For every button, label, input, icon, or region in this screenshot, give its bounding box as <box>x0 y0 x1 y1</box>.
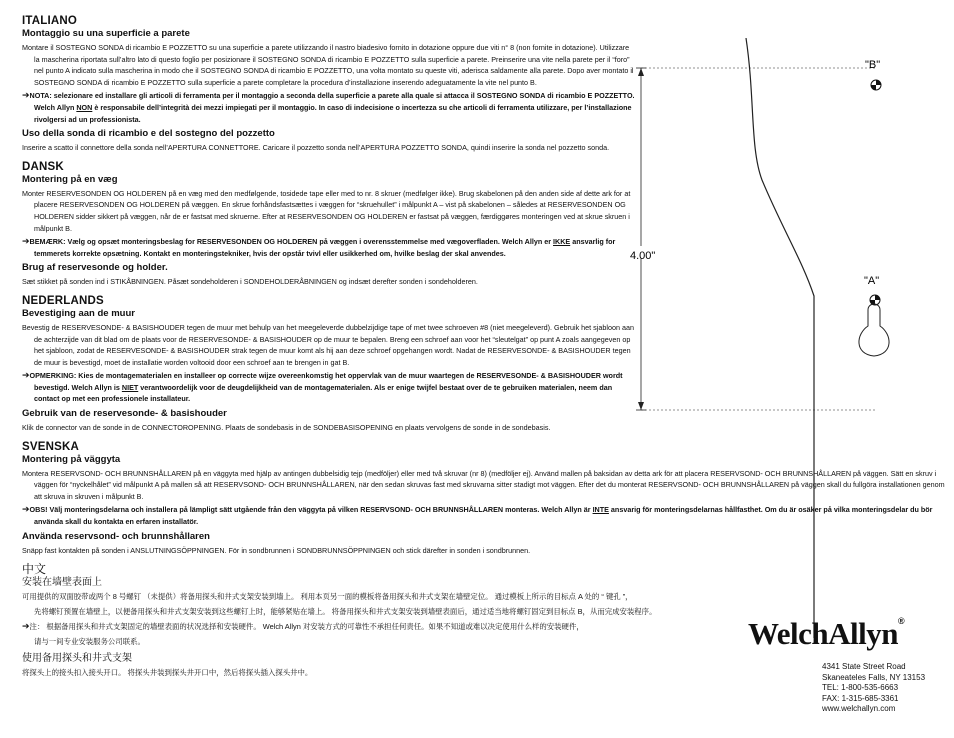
usage-paragraph: 将探头上的接头扣入接头开口。 将探头井装到探头井开口中，然后将探头插入探头井中。 <box>22 668 313 678</box>
mounting-note: ➔OPMERKING: Kies de montagematerialen en installeer op correcte wijze overeenkomstig het oppervlak van de muur waartegen de RESERVESONDE- & BASISHOUDER wordt bevestigd. Welch Allyn is NIET verantwoordelijk voor de deugdelijkheid van de montagematerialen. Als er enige twijfel bestaat over de te gebruiken materialen, neem dan contact op met een professionele installateur. <box>22 370 623 404</box>
address-line: 4341 State Street Road <box>822 662 906 671</box>
usage-paragraph: Klik de connector van de sonde in de CONNECTOROPENING. Plaats de sondebasis in de SONDEBASISOPENING en plaats vervolgens de sonde in de sondebasis. <box>22 423 551 433</box>
arrow-right-icon: ➔ <box>22 90 30 101</box>
subheading-usage: Använda reservsond- och brunnshållaren <box>22 530 210 542</box>
section-heading-dansk: DANSK <box>22 160 64 173</box>
subheading-wall-mounting: Montering på en væg <box>22 173 118 185</box>
arrow-right-icon: ➔ <box>22 236 30 247</box>
usage-paragraph: Snäpp fast kontakten på sonden i ANSLUTNINGSÖPPNINGEN. För in sondbrunnen i SONDBRUNNSÖPPNINGEN och stick därefter in sonden i sondbrunnen. <box>22 545 531 555</box>
subheading-usage: Gebruik van de reservesonde- & basishouder <box>22 408 227 420</box>
mounting-note-continued: 请与一间专业安装服务公司联系。 <box>34 636 145 646</box>
mounting-paragraph: Montare il SOSTEGNO SONDA di ricambio E POZZETTO su una superficie a parete utilizzando il nastro biadesivo fornito in dotazione oppure due viti n° 8 (non fornite in dotazione). Utilizzare la mascherina riportata sull’altro lato di questo foglio per posizionare il SOSTEGNO SONDA di ricambio E POZZETTO sulla superficie a parete. Preinserire una vite nella parete per il “foro” nel punto A indicato sulla mascherina in modo che il SOSTEGNO SONDA di ricambio E POZZETTO, una volta montato su queste viti, aderisca saldamente alla parete. Dopo aver montato il SOSTEGNO SONDA di ricambio E POZZETTO sulla superficie a parete completare la procedura d’installazione inserendo adeguatamente la vite nel punto B. <box>22 43 634 87</box>
dimension-label: 4.00" <box>630 250 656 262</box>
subheading-usage: Brug af reservesonde og holder. <box>22 262 168 274</box>
keyhole-shape <box>859 304 889 356</box>
subheading-usage: 使用备用探头和井式支架 <box>22 653 132 665</box>
mounting-paragraph-continued: 先将螺钉预置在墙壁上，以便备用探头和井式支架安装到这些螺钉上时，能够紧贴在墙上。 将备用探头和井式支架安装到墙壁表面后，通过适当地将螺钉固定到目标点 B，从而完成安装程序。 <box>34 606 657 616</box>
mounting-paragraph: Bevestig de RESERVESONDE- & BASISHOUDER tegen de muur met behulp van het meegeleverde dubbelzijdige tape of met twee schroeven #8 (niet meegeleverd). Gebruik het sjabloon aan de achterzijde van dit blad om de plaats voor de RESERVESONDE- & BASISHOUDER op de muur te bepalen. Breng een schroef aan voor het “sleutelgat” op punt A zoals aangegeven op het sjabloon, zodat de RESERVESONDE- & BASISHOUDER strak tegen de muur komt als hij aan deze schroef opgehangen wordt. Nadat de RESERVESONDE- & BASISHOUDER tegen de muur is bevestigd, moet de installatie worden voltooid door een schroef aan te brengen in gat B. <box>22 322 634 367</box>
mounting-note: ➔注： 根据备用探头和井式支架固定的墙壁表面的状况选择和安装硬件。 Welch Allyn 对安装方式的可靠性不承担任何责任。如果不知道或难以决定使用什么样的安装硬件， <box>22 621 584 632</box>
mounting-paragraph: Monter RESERVESONDEN OG HOLDEREN på en væg med den medfølgende, tosidede tape eller med to nr. 8 skruer (medfølger ikke). Brug skabelonen på den anden side af dette ark for at placere RESERVESONDEN OG HOLDEREN på væggen. En skrue forhåndsfastsættes i væggen for “skruehullet” i målpunkt A – vist på skabelonen – således at RESERVESONDEN OG HOLDEREN sidder sikkert på væggen, når de er fastsat med skruerne. Efter at RESERVESONDEN OG HOLDEREN er fastsat på væggen, færdiggøres monteringen ved at skrue skruen i målpunkt B. <box>22 188 631 233</box>
mounting-paragraph: 可用提供的双面胶带或两个 8 号螺钉 （未提供）将备用探头和井式支架安装到墙上。 利用本页另一面的模板将备用探头和井式支架在墙壁定位。 通过模板上所示的目标点 A 处的 “ 键孔 ”， <box>22 592 633 602</box>
mounting-paragraph: Montera RESERVSOND- OCH BRUNNSHÅLLAREN på en väggyta med hjälp av antingen dubbelsidig tejp (medföljer) eller med två skruvar (nr 8) (medföljer ej). Använd mallen på baksidan av detta ark för att placera RESERVSOND- OCH BRUNNSHÅLLAREN på väggen. Sätt en skruv i väggen för “nyckelhålet” vid målpunkt A på mallen så att RESERVSOND- OCH BRUNNSHÅLLAREN, när den sedan skruvas fast med skruvarna sitter stadigt mot väggen. Efter det du monterat RESERVSOND- OCH BRUNNSHÅLLAREN på väggen skall du fullgöra installationen genom att skruva in skruven i målpunkt B. <box>22 468 945 501</box>
company-address <box>822 662 925 715</box>
target-b-label: "B" <box>865 59 881 71</box>
section-heading-nederlands: NEDERLANDS <box>22 294 104 307</box>
phone-line: TEL: 1-800-535-6663 <box>822 683 899 692</box>
mounting-note: ➔BEMÆRK: Vælg og opsæt monteringsbeslag for RESERVESONDEN OG HOLDEREN på væggen i overensstemmelse med vægoverfladen. Welch Allyn er IKKE ansvarlig for temmerets korrekte opsætning. Kontakt en monteringstekniker, hvis der opstår tvivl eller usikkerhed om, hvilke beslag der skal anvendes. <box>22 236 616 258</box>
arrow-right-icon: ➔ <box>22 504 30 515</box>
mounting-note: ➔OBS! Välj monteringsdelarna och installera på lämpligt sätt utgående från den väggyta på vilken RESERVSOND- OCH BRUNNSHÅLLAREN monteras. Welch Allyn är INTE ansvarig för monteringsdelarnas hållfasthet. Om du är osäker på vilka monteringsdelar du bör använda skall du kontakta en erfaren installatör. <box>22 504 933 527</box>
fax-line: FAX: 1-315-685-3361 <box>822 693 899 703</box>
address-line: Skaneateles Falls, NY 13153 <box>822 672 926 682</box>
subheading-wall-mounting: Montering på väggyta <box>22 453 121 465</box>
subheading-usage: Uso della sonda di ricambio e del sostegno del pozzetto <box>22 128 275 140</box>
usage-paragraph: Sæt stikket på sonden ind i STIKÅBNINGEN. Påsæt sondeholderen i SONDEHOLDERÅBNINGEN og indsæt derefter sonden i sondeholderen. <box>22 277 478 287</box>
mounting-note: ➔NOTA: selezionare ed installare gli articoli di ferramenta per il montaggio a seconda della superficie a parete alla quale si attacca il SOSTEGNO SONDA di ricambio E POZZETTO. Welch Allyn NON è responsabile dell’integrità dei mezzi impiegati per il montaggio. In caso di indecisione o incertezza su che articoli di ferramenta utilizzare, per l’installazione rivolgersi ad un professionista. <box>22 90 635 124</box>
mounting-template <box>600 38 954 638</box>
subheading-wall-mounting: Montaggio su una superficie a parete <box>22 28 190 39</box>
target-b-icon <box>871 80 881 90</box>
section-heading-svenska: SVENSKA <box>22 440 79 453</box>
holder-outline <box>746 38 814 638</box>
section-heading-italiano: ITALIANO <box>22 15 78 27</box>
website-link[interactable]: www.welchallyn.com <box>822 704 896 713</box>
arrow-right-icon: ➔ <box>22 621 30 632</box>
usage-paragraph: Inserire a scatto il connettore della sonda nell’APERTURA CONNETTORE. Caricare il pozzetto sonda nell’APERTURA POZZETTO SONDA, quindi inserire la sonda nel pozzetto sonda. <box>22 143 610 153</box>
arrow-right-icon: ➔ <box>22 370 30 381</box>
target-a-label: "A" <box>864 275 880 287</box>
subheading-wall-mounting: 安装在墙壁表面上 <box>22 577 102 589</box>
section-heading-chinese: 中文 <box>22 562 47 577</box>
target-a-icon <box>870 295 880 305</box>
welch-allyn-logo: WelchAllyn® <box>748 616 905 651</box>
subheading-wall-mounting: Bevestiging aan de muur <box>22 307 135 319</box>
